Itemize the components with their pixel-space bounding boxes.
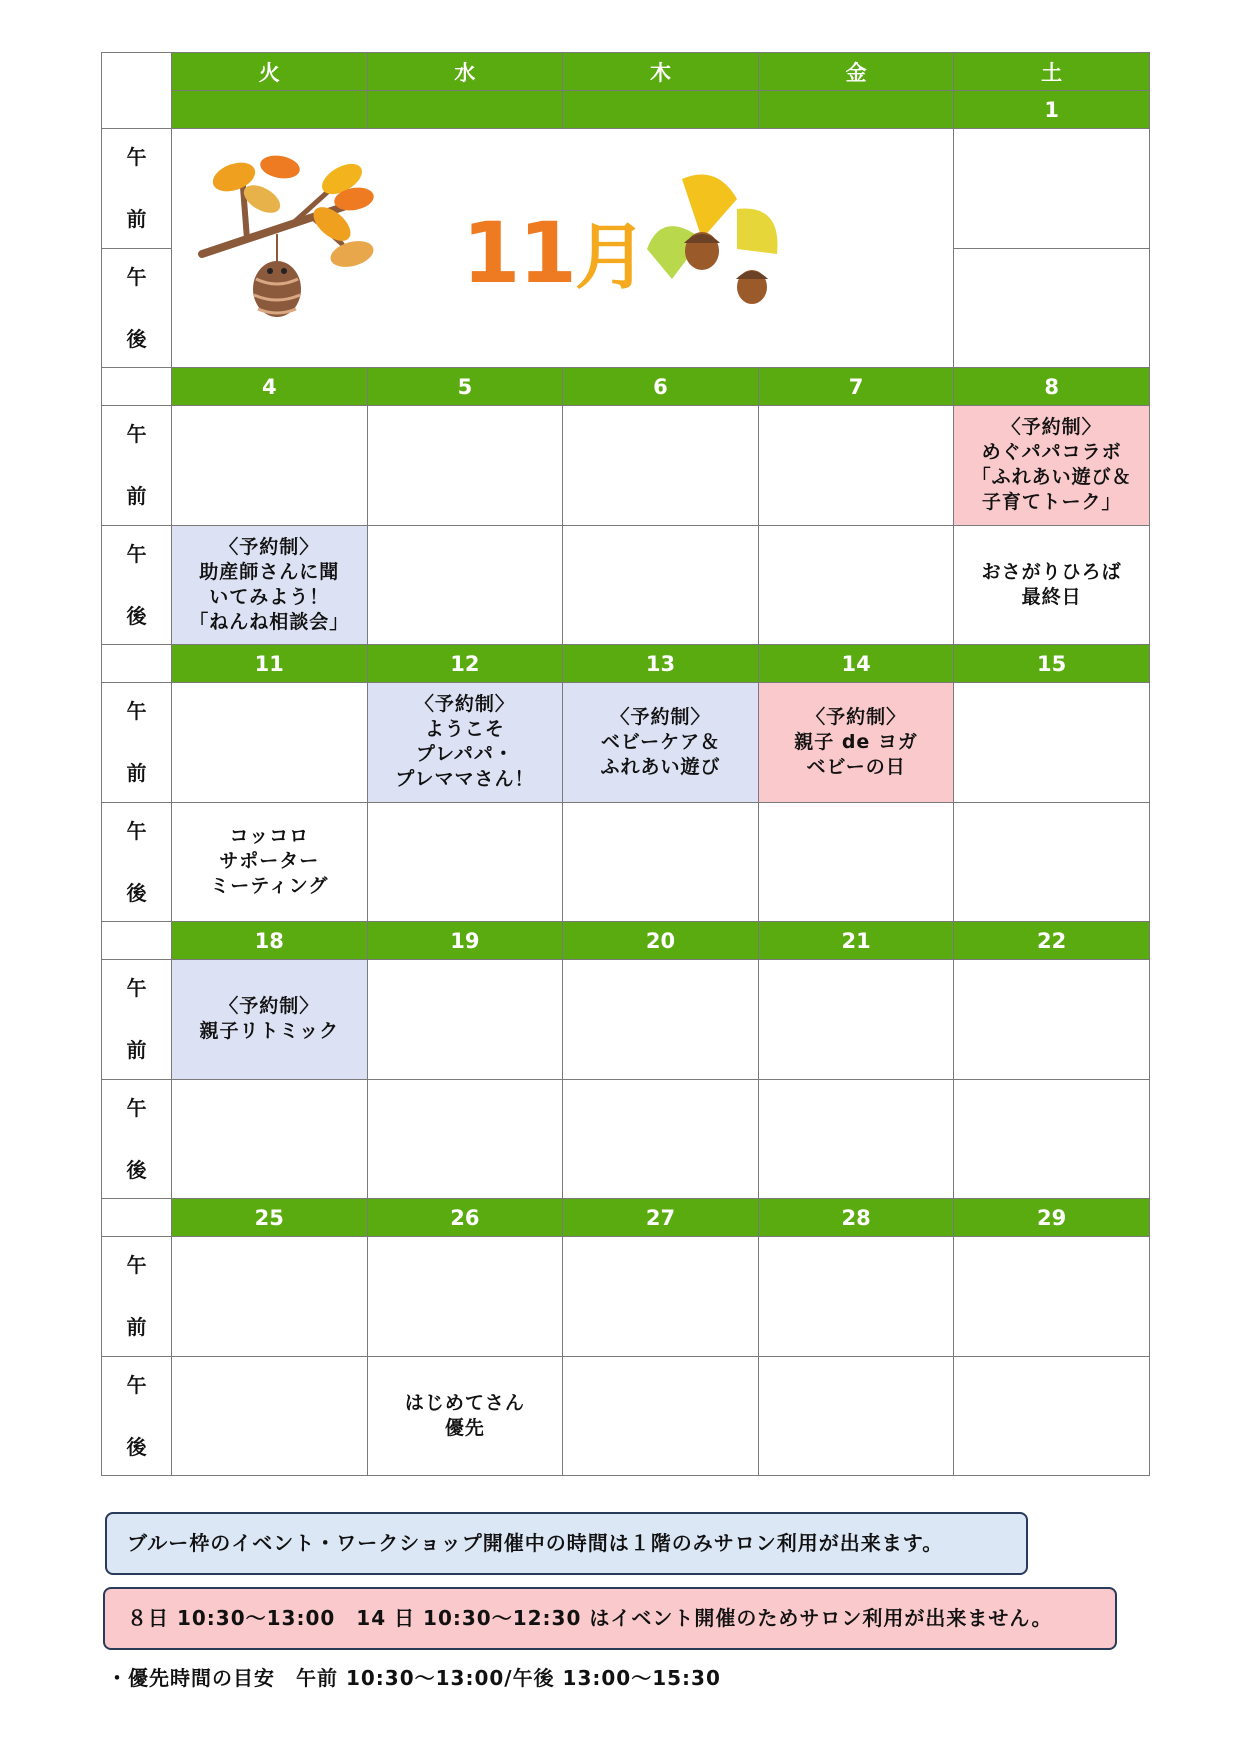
corner-cell <box>102 645 172 683</box>
am-label <box>102 129 172 249</box>
date-cell: 27 <box>563 1199 759 1237</box>
pm-label-char-2: 後 <box>126 1157 147 1182</box>
am-label-char-1: 午 <box>126 976 147 1001</box>
date-cell: 14 <box>758 645 954 683</box>
date-cell: 5 <box>367 368 563 406</box>
slot-pm <box>563 1079 759 1199</box>
am-row-week-5 <box>102 1237 1150 1357</box>
slot-am <box>367 1237 563 1357</box>
slot-am <box>563 960 759 1080</box>
slot-pm <box>758 1079 954 1199</box>
slot-am <box>172 1237 368 1357</box>
pm-label-char-2: 後 <box>126 603 147 628</box>
date-cell: 18 <box>172 922 368 960</box>
pm-label-char-1: 午 <box>126 818 147 843</box>
weekday-sat: 土 <box>954 53 1150 91</box>
slot-pm <box>563 1356 759 1476</box>
date-row-week-4 <box>102 922 1150 960</box>
corner-cell <box>102 922 172 960</box>
date-row-week-5 <box>102 1199 1150 1237</box>
date-row-week-1 <box>102 91 1150 129</box>
slot-pm <box>367 1079 563 1199</box>
ginkgo-leaf-icon <box>642 169 792 319</box>
slot-am <box>563 1237 759 1357</box>
weekday-thu: 木 <box>563 53 759 91</box>
pm-label-char-1: 午 <box>126 1372 147 1397</box>
date-cell: 25 <box>172 1199 368 1237</box>
date-cell <box>758 91 954 129</box>
pm-label-char-2: 後 <box>126 326 147 351</box>
slot-am <box>758 406 954 526</box>
date-cell: 19 <box>367 922 563 960</box>
date-cell: 15 <box>954 645 1150 683</box>
month-kanji: 月 <box>574 215 645 299</box>
pm-label <box>102 248 172 368</box>
weekday-tue: 火 <box>172 53 368 91</box>
date-cell: 6 <box>563 368 759 406</box>
monthly-calendar <box>101 52 1150 1476</box>
event-cell: 〈予約制〉 ベビーケア＆ ふれあい遊び <box>563 683 759 803</box>
am-label-char-2: 前 <box>126 1315 147 1340</box>
pm-row-week-4 <box>102 1079 1150 1199</box>
event-cell: はじめてさん 優先 <box>367 1356 563 1476</box>
slot-pm <box>563 802 759 922</box>
slot-pm <box>954 1079 1150 1199</box>
am-label <box>102 960 172 1080</box>
month-banner <box>172 129 954 368</box>
slot-pm <box>367 802 563 922</box>
date-cell: 28 <box>758 1199 954 1237</box>
month-title <box>462 199 645 303</box>
am-label-char-1: 午 <box>126 699 147 724</box>
slot-pm <box>954 248 1150 368</box>
date-cell <box>172 91 368 129</box>
notice-priority-hours: ・優先時間の目安 午前 10:30～13:00/午後 13:00～15:30 <box>107 1666 721 1690</box>
am-label <box>102 683 172 803</box>
slot-am <box>367 960 563 1080</box>
pm-label-char-2: 後 <box>126 880 147 905</box>
date-cell: 8 <box>954 368 1150 406</box>
slot-am <box>954 960 1150 1080</box>
pm-row-week-2 <box>102 525 1150 645</box>
am-label-char-1: 午 <box>126 1253 147 1278</box>
slot-am <box>758 960 954 1080</box>
date-cell: 22 <box>954 922 1150 960</box>
slot-am <box>954 1237 1150 1357</box>
pm-label <box>102 1356 172 1476</box>
weekday-header-row <box>102 53 1150 91</box>
am-label <box>102 406 172 526</box>
date-row-week-3 <box>102 645 1150 683</box>
slot-am <box>172 406 368 526</box>
date-cell: 11 <box>172 645 368 683</box>
slot-am <box>563 406 759 526</box>
pm-label-char-1: 午 <box>126 1095 147 1120</box>
slot-pm <box>172 1356 368 1476</box>
pm-label-char-1: 午 <box>126 264 147 289</box>
event-cell: 〈予約制〉 ようこそ プレパパ・ プレママさん！ <box>367 683 563 803</box>
notice-blue-frame: ブルー枠のイベント・ワークショップ開催中の時間は１階のみサロン利用が出来ます。 <box>105 1512 1028 1575</box>
am-row-week-2 <box>102 406 1150 526</box>
date-cell: 29 <box>954 1199 1150 1237</box>
date-cell <box>367 91 563 129</box>
am-label-char-2: 前 <box>126 1038 147 1063</box>
pinecone-icon <box>253 261 301 317</box>
slot-pm <box>367 525 563 645</box>
event-cell: おさがりひろば 最終日 <box>954 525 1150 645</box>
event-cell: 〈予約制〉 助産師さんに聞 いてみよう！ 「ねんね相談会」 <box>172 525 368 645</box>
pm-label-char-1: 午 <box>126 541 147 566</box>
slot-pm <box>954 802 1150 922</box>
date-cell: 21 <box>758 922 954 960</box>
am-label-char-2: 前 <box>126 761 147 786</box>
slot-am <box>954 683 1150 803</box>
pm-row-week-5 <box>102 1356 1150 1476</box>
calendar-body <box>102 53 1150 1476</box>
am-label-char-2: 前 <box>126 207 147 232</box>
slot-pm <box>954 1356 1150 1476</box>
corner-cell <box>102 53 172 129</box>
am-label <box>102 1237 172 1357</box>
am-label-char-1: 午 <box>126 145 147 170</box>
corner-cell <box>102 1199 172 1237</box>
pm-label <box>102 802 172 922</box>
date-cell: 7 <box>758 368 954 406</box>
slot-pm <box>563 525 759 645</box>
am-row-week-1 <box>102 129 1150 249</box>
weekday-wed: 水 <box>367 53 563 91</box>
month-number: 11 <box>462 204 575 302</box>
date-cell: 20 <box>563 922 759 960</box>
date-cell <box>563 91 759 129</box>
date-row-week-2 <box>102 368 1150 406</box>
autumn-branch-icon <box>192 139 382 329</box>
slot-pm <box>758 1356 954 1476</box>
slot-pm <box>172 1079 368 1199</box>
event-cell: 〈予約制〉 親子 de ヨガ ベビーの日 <box>758 683 954 803</box>
slot-am <box>954 129 1150 249</box>
am-row-week-4 <box>102 960 1150 1080</box>
slot-pm <box>758 802 954 922</box>
pm-label <box>102 1079 172 1199</box>
date-cell: 12 <box>367 645 563 683</box>
am-label-char-2: 前 <box>126 484 147 509</box>
am-row-week-3 <box>102 683 1150 803</box>
event-cell: 〈予約制〉 親子リトミック <box>172 960 368 1080</box>
slot-pm <box>758 525 954 645</box>
pm-label <box>102 525 172 645</box>
notice-pink-closure: ８日 10:30～13:00 14 日 10:30～12:30 はイベント開催のためサロン利用が出来ません。 <box>103 1587 1117 1650</box>
event-cell: 〈予約制〉 めぐパパコラボ 「ふれあい遊び＆ 子育てトーク」 <box>954 406 1150 526</box>
pm-row-week-3 <box>102 802 1150 922</box>
slot-am <box>172 683 368 803</box>
slot-am <box>367 406 563 526</box>
am-label-char-1: 午 <box>126 422 147 447</box>
slot-am <box>758 1237 954 1357</box>
pm-label-char-2: 後 <box>126 1434 147 1459</box>
corner-cell <box>102 368 172 406</box>
date-cell: 26 <box>367 1199 563 1237</box>
date-cell: 1 <box>954 91 1150 129</box>
event-cell: コッコロ サポーター ミーティング <box>172 802 368 922</box>
date-cell: 4 <box>172 368 368 406</box>
date-cell: 13 <box>563 645 759 683</box>
weekday-fri: 金 <box>758 53 954 91</box>
